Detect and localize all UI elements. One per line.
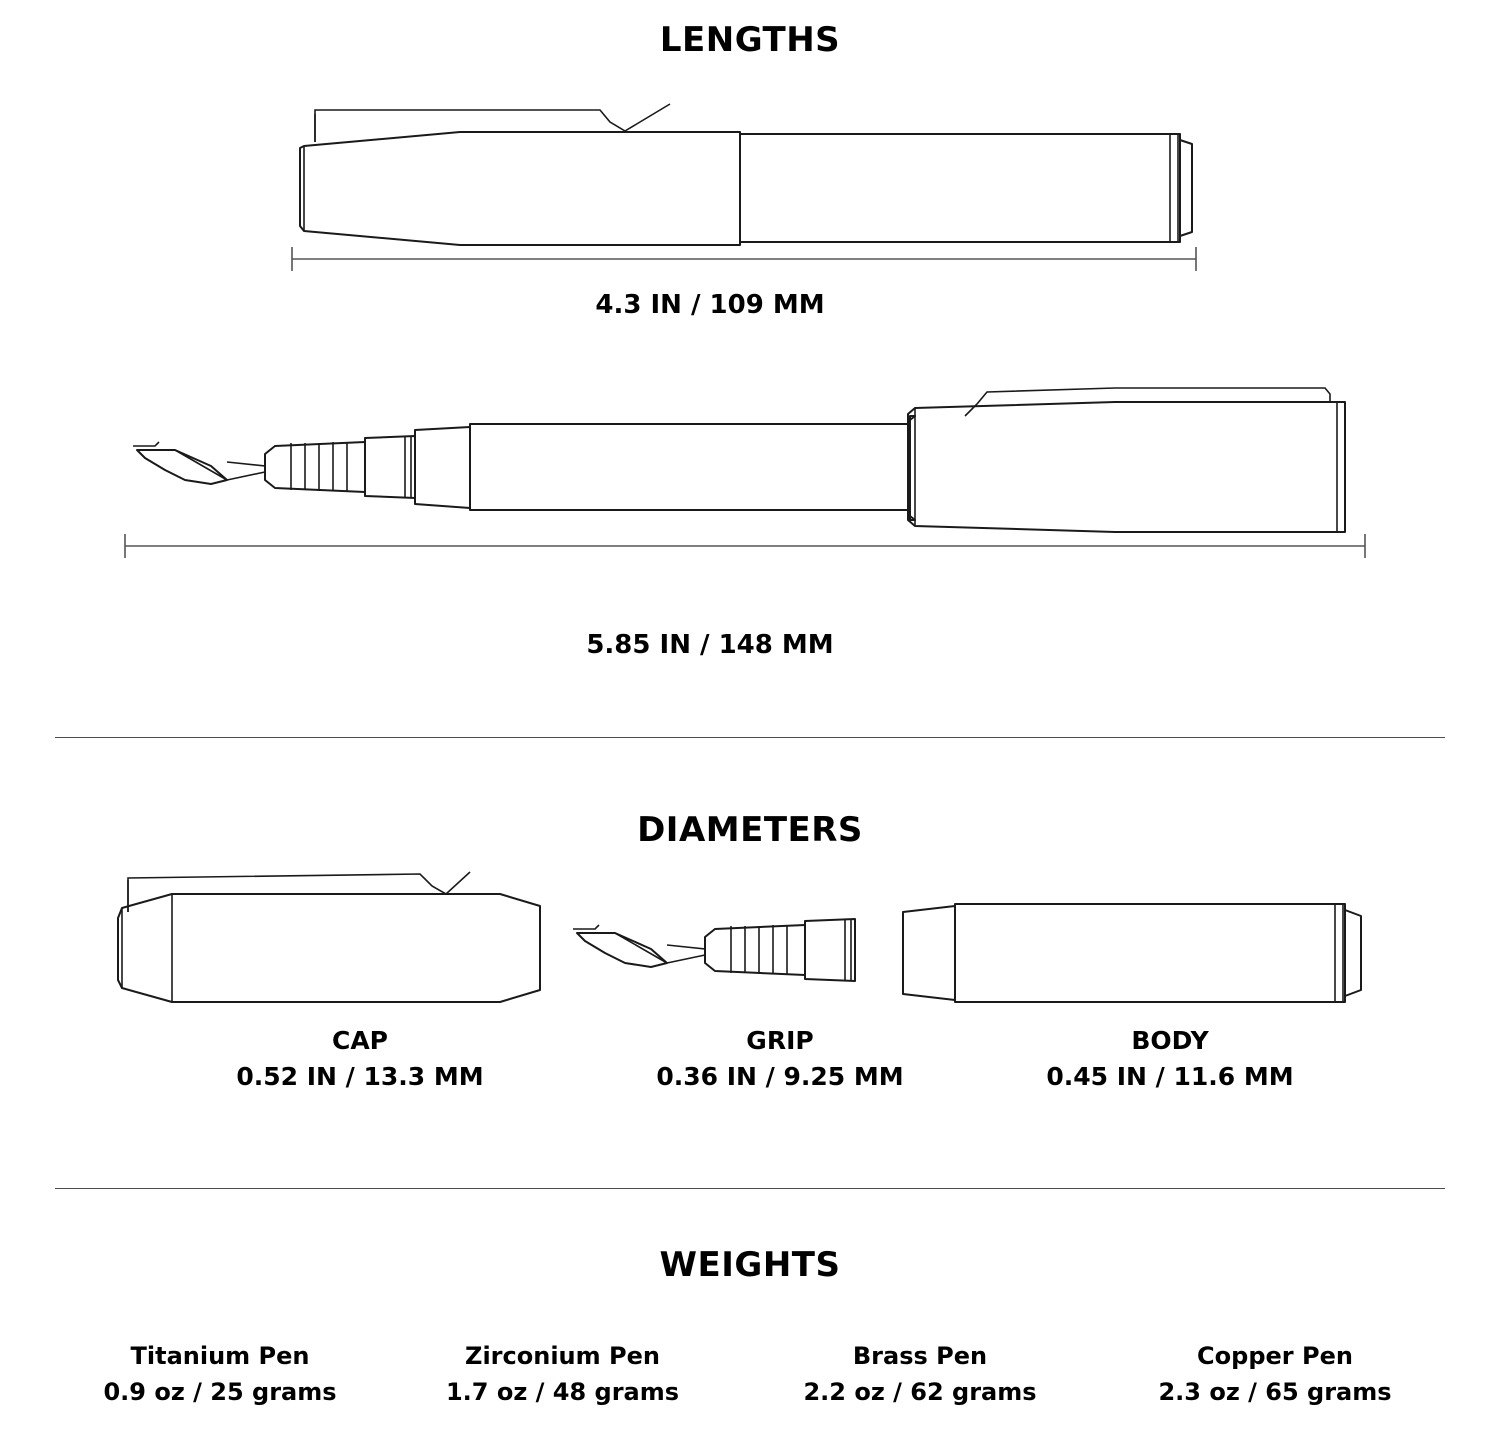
weight-label-titanium: Titanium Pen	[130, 1342, 310, 1370]
weight-value-zirconium: 1.7 oz / 48 grams	[445, 1378, 680, 1406]
posted-length-dimension-line	[115, 530, 1375, 560]
capped-length-dimension-line	[280, 245, 1220, 275]
weight-value-copper: 2.3 oz / 65 grams	[1158, 1378, 1392, 1406]
body-diameter-block	[985, 1023, 1355, 1096]
capped-pen-drawing	[280, 90, 1220, 265]
grip-diameter-block	[595, 1023, 965, 1096]
weight-item-copper	[1105, 1338, 1445, 1410]
cap-diameter-value: 0.52 IN / 13.3 MM	[236, 1062, 484, 1092]
cap-diameter-label: CAP	[331, 1026, 389, 1055]
posted-length-caption: 5.85 IN / 148 MM	[586, 630, 834, 660]
cap-drawing	[110, 862, 560, 1007]
weight-value-brass: 2.2 oz / 62 grams	[803, 1378, 1037, 1406]
section-divider-diameters	[55, 1188, 1445, 1189]
body-diameter-value: 0.45 IN / 11.6 MM	[1046, 1062, 1294, 1092]
capped-length-caption: 4.3 IN / 109 MM	[595, 290, 825, 320]
cap-diameter-block	[175, 1023, 545, 1096]
weight-label-brass: Brass Pen	[852, 1342, 988, 1370]
weight-item-titanium	[55, 1338, 385, 1410]
body-diameter-label: BODY	[1131, 1026, 1209, 1055]
diameters-section-title: DIAMETERS	[637, 810, 863, 850]
grip-diameter-label: GRIP	[746, 1026, 814, 1055]
grip-diameter-value: 0.36 IN / 9.25 MM	[656, 1062, 904, 1092]
weight-label-zirconium: Zirconium Pen	[465, 1342, 660, 1370]
weight-value-titanium: 0.9 oz / 25 grams	[103, 1378, 337, 1406]
lengths-section-title: LENGTHS	[659, 20, 841, 60]
grip-drawing	[565, 915, 895, 1005]
section-divider-lengths	[55, 737, 1445, 738]
weight-item-zirconium	[390, 1338, 735, 1410]
weights-section-title: WEIGHTS	[659, 1245, 841, 1285]
weight-label-copper: Copper Pen	[1197, 1342, 1353, 1370]
posted-pen-drawing	[115, 380, 1375, 540]
body-drawing	[895, 898, 1385, 1008]
weight-item-brass	[755, 1338, 1085, 1410]
